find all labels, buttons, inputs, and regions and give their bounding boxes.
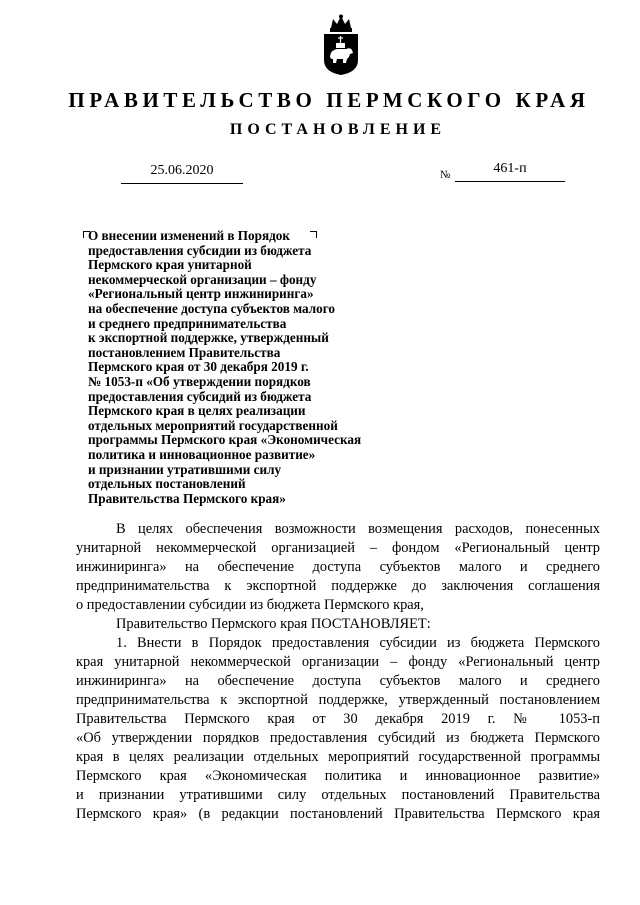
subject-line: «Региональный центр инжиниринга» — [88, 286, 314, 302]
subject-line: № 1053-п «Об утверждении порядков — [88, 373, 311, 389]
body-line: Пермского края «Экономическая политика и инновационное развитие» — [76, 768, 600, 784]
body-line: инжиниринга» на обеспечение доступа субъектов малого и среднего — [76, 559, 600, 575]
body-line: Правительство Пермского края ПОСТАНОВЛЯЕТ: — [116, 616, 431, 632]
body-line: и признании утратившими силу отдельных постановлений Правительства — [76, 787, 600, 803]
subject-line: постановлением Правительства — [88, 344, 281, 360]
body-line: Пермского края» (в редакции постановлений Правительства Пермского края — [76, 806, 600, 822]
body-line: инжиниринга» на обеспечение доступа субъектов малого и среднего — [76, 673, 600, 689]
body-line: унитарной некоммерческой организацией – фондом «Региональный центр — [76, 540, 600, 556]
subject-line: отдельных постановлений — [88, 476, 246, 492]
body-line: края в целях реализации отдельных мероприятий государственной программы — [76, 749, 600, 765]
document-body — [76, 520, 600, 824]
body-line: В целях обеспечения возможности возмещения расходов, понесенных — [116, 521, 600, 537]
subject-line: Пермского края в целях реализации — [88, 403, 306, 419]
body-line: «Об утверждении порядков предоставления субсидий из бюджета Пермского — [76, 730, 600, 746]
subject-line: предоставления субсидий из бюджета — [88, 388, 312, 404]
subject-line: предоставления субсидии из бюджета — [88, 242, 312, 258]
subject-line: отдельных мероприятий государственной — [88, 417, 338, 433]
subject-line: Пермского края от 30 декабря 2019 г. — [88, 359, 309, 375]
subject-line: О внесении изменений в Порядок — [88, 228, 290, 243]
date-field: 25.06.2020 — [121, 163, 243, 184]
subject-line: политика и инновационное развитие» — [88, 446, 316, 462]
subject-line: и признании утратившими силу — [88, 461, 282, 477]
body-line: Правительства Пермского края от 30 декабря 2019 г. № 1053-п — [76, 711, 600, 727]
number-field: 461-п — [455, 161, 565, 182]
body-line: края унитарной некоммерческой организации – фонду «Региональный центр — [76, 654, 600, 670]
body-line: 1. Внести в Порядок предоставления субсидии из бюджета Пермского — [116, 635, 600, 651]
number-sign: № — [440, 169, 451, 181]
subject-line: к экспортной поддержке, утвержденный — [88, 330, 329, 346]
subject-line: и среднего предпринимательства — [88, 315, 287, 331]
subject-line: на обеспечение доступа субъектов малого — [88, 300, 335, 316]
subject-line: Правительства Пермского края» — [88, 490, 286, 506]
subject-line: некоммерческой организации – фонду — [88, 271, 317, 287]
document-subject — [88, 229, 418, 506]
subject-line: Пермского края унитарной — [88, 257, 252, 273]
body-line: предпринимательства к экспортной поддержке, утвержденный постановлением — [76, 692, 600, 708]
document-type: ПОСТАНОВЛЕНИЕ — [229, 121, 447, 138]
subject-line: программы Пермского края «Экономическая — [88, 432, 362, 448]
body-line: о предоставлении субсидии из бюджета Пермского края, — [76, 597, 424, 613]
body-line: предпринимательства к экспортной поддержке до заключения соглашения — [76, 578, 600, 594]
perm-krai-coat-of-arms-icon — [319, 14, 363, 76]
government-title: ПРАВИТЕЛЬСТВО ПЕРМСКОГО КРАЯ — [68, 88, 590, 112]
